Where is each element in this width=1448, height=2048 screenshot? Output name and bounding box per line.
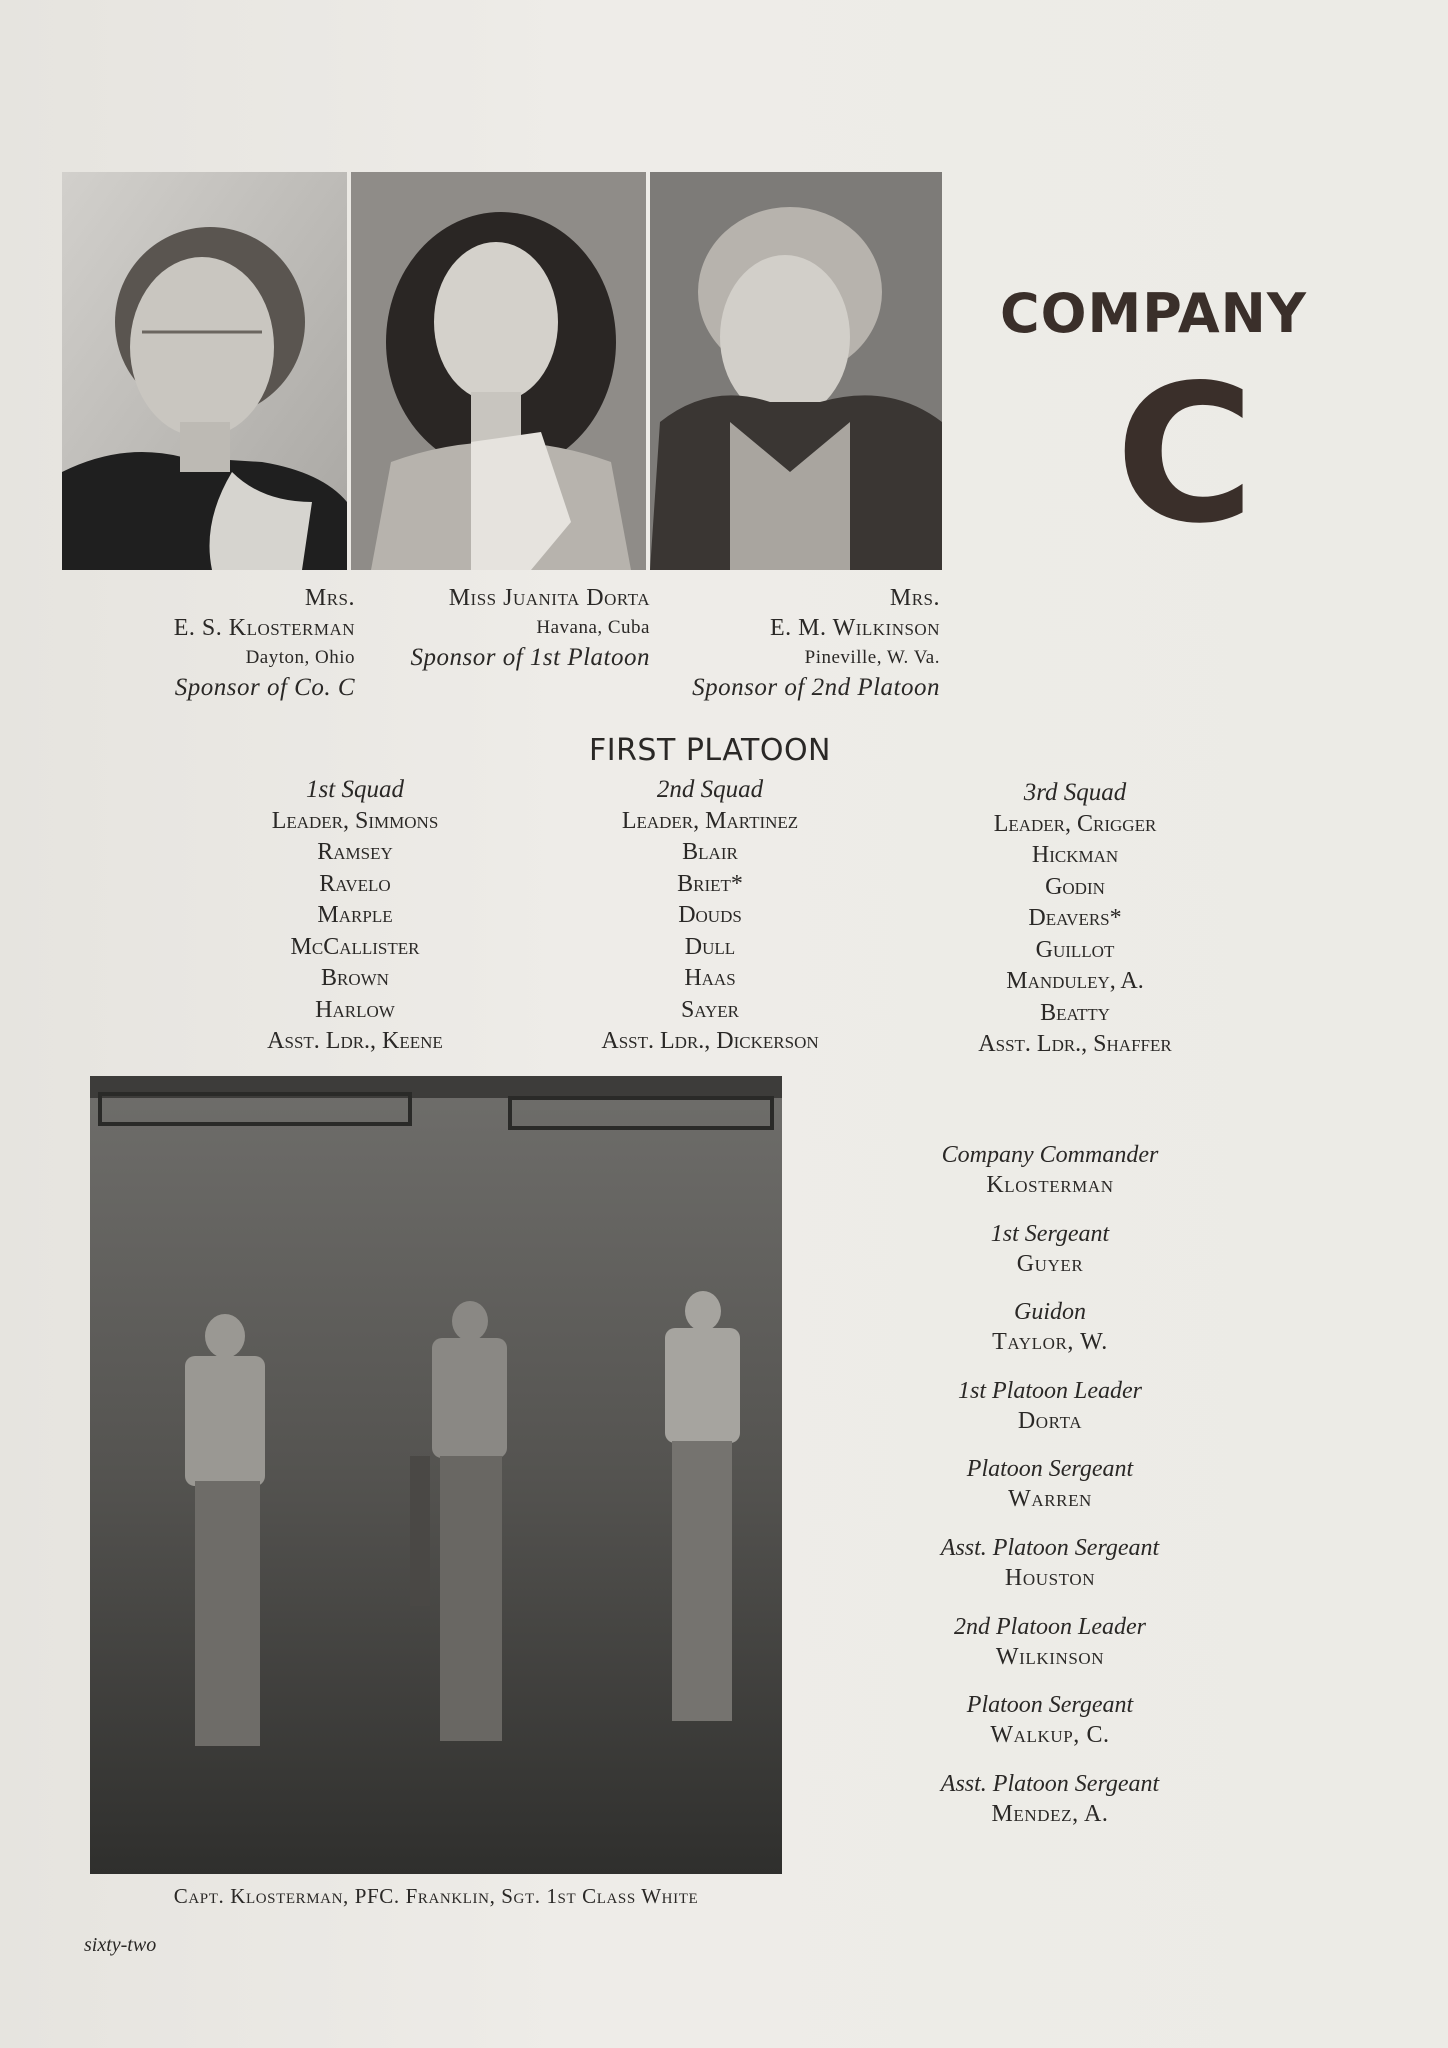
officer-entry [900,1612,1200,1691]
officer-title: Asst. Platoon Sergeant [940,1534,1160,1561]
squad-member: Leader, Martinez [621,807,799,834]
caption-name: Miss Juanita Dorta [448,585,650,611]
squad-member: Ramsey [317,839,393,865]
squad-member: Asst. Ldr., Shaffer [978,1031,1172,1057]
squad-member: Blair [682,839,738,865]
platoon-title: FIRST PLATOON [588,733,832,768]
officer-entry [900,1454,1200,1533]
officer-name: Mendez, A. [991,1800,1109,1827]
officer-entry [900,1297,1200,1376]
officer-name: Walkup, C. [990,1722,1110,1749]
officer-name: Houston [1004,1564,1096,1591]
company-heading: COMPANY [1000,282,1307,345]
officers-list [900,1140,1200,1847]
squad-member: Guillot [1035,936,1115,963]
officer-title: Guidon [1014,1299,1086,1326]
officer-title: Platoon Sergeant [966,1692,1134,1719]
officer-entry [900,1140,1200,1219]
squad-member: Briet* [677,870,743,897]
squad-member: Marple [317,902,393,928]
squad-member: Leader, Simmons [271,807,439,834]
caption-dorta [366,583,650,673]
squad-member: McCallister [290,933,420,960]
caption-klosterman [100,583,355,703]
officer-title: 1st Platoon Leader [958,1377,1142,1404]
officer-title: Asst. Platoon Sergeant [940,1770,1160,1797]
portrait-row [62,172,942,570]
squad-2 [560,774,860,1058]
page-number: sixty-two [84,1934,157,1956]
officer-name: Klosterman [986,1172,1114,1198]
officer-entry [900,1219,1200,1298]
caption-location: Pineville, W. Va. [804,647,940,668]
squad-member: Asst. Ldr., Keene [267,1028,443,1054]
officer-name: Guyer [1016,1250,1084,1277]
officer-entry [900,1376,1200,1455]
caption-name: E. M. Wilkinson [770,615,940,641]
company-letter-text: C [1115,370,1255,540]
portrait-dorta [351,172,646,570]
caption-role: Sponsor of 1st Platoon [410,644,650,671]
caption-name: E. S. Klosterman [173,615,355,641]
caption-location: Havana, Cuba [536,617,650,638]
caption-honorific: Mrs. [889,585,940,611]
caption-wilkinson [640,583,940,703]
officer-name: Warren [1008,1486,1092,1513]
officer-name: Dorta [1017,1407,1083,1434]
squad-1 [210,774,500,1058]
squad-member: Dull [684,933,736,960]
squad-member: Asst. Ldr., Dickerson [601,1028,819,1054]
company-letter [1105,370,1265,540]
officer-title: 2nd Platoon Leader [954,1613,1146,1640]
squad-member: Deavers* [1028,905,1122,931]
squad-title: 3rd Squad [1023,779,1127,806]
squad-member: Harlow [315,996,395,1023]
parade-photo [90,1076,782,1874]
squad-title: 1st Squad [306,776,404,803]
squad-member: Hickman [1031,842,1119,868]
portrait-wilkinson [650,172,942,570]
squad-3 [930,777,1220,1061]
squad-member: Manduley, A. [1006,968,1144,994]
squad-member: Leader, Crigger [993,810,1157,837]
caption-location: Dayton, Ohio [245,647,355,668]
squad-member: Godin [1045,873,1105,900]
officer-title: Platoon Sergeant [966,1456,1134,1483]
officer-name: Taylor, W. [992,1329,1108,1356]
caption-role: Sponsor of Co. C [174,674,355,701]
squad-member: Brown [321,965,389,991]
caption-honorific: Mrs. [304,585,355,611]
officer-title: Company Commander [941,1142,1159,1168]
officer-entry [900,1533,1200,1612]
officer-title: 1st Sergeant [990,1220,1110,1247]
squad-member: Douds [678,902,742,928]
photo-caption: Capt. Klosterman, PFC. Franklin, Sgt. 1st Class White [173,1884,699,1908]
squad-member: Sayer [680,996,740,1023]
caption-role: Sponsor of 2nd Platoon [692,674,940,701]
officer-name: Wilkinson [995,1643,1105,1670]
squad-member: Beatty [1040,999,1110,1026]
officer-entry [900,1690,1200,1769]
squad-member: Ravelo [319,870,391,897]
squad-member: Haas [684,965,736,991]
portrait-klosterman [62,172,347,570]
squad-title: 2nd Squad [656,776,764,803]
officer-entry [900,1769,1200,1848]
